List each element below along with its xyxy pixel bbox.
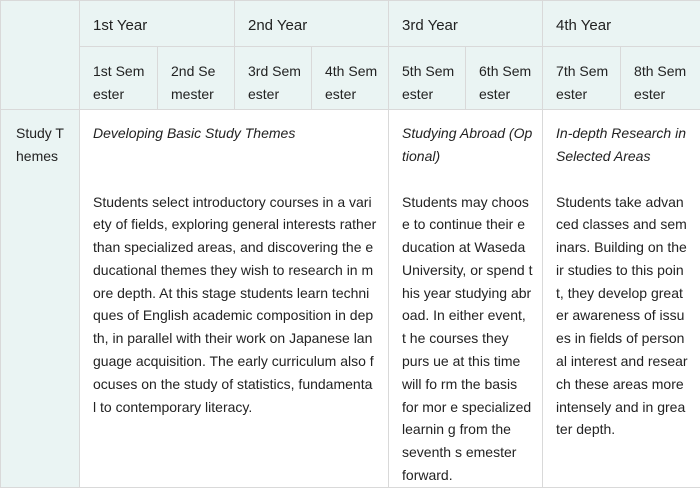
theme-title: In-depth Research in Selected Areas	[556, 125, 686, 164]
semester-label: 6th Sem ester	[479, 63, 532, 102]
description-text: Students select introductory courses in a vari ety of fields, exploring general interests rather than specialized areas, and discovering the e ducational themes they wish to research in m ore depth. At this stage students learn techni ques of English academic composition in dep th, in parallel with their work on Japanese lan guage acquisition. The early curriculum also f ocuses on the study of statistics, fundamenta l to contemporary literacy.	[93, 193, 377, 415]
semester-header	[543, 47, 621, 110]
theme-cell	[80, 110, 389, 178]
year-header	[543, 1, 700, 47]
year-label: 4th Year	[556, 17, 612, 34]
semester-header	[158, 47, 235, 110]
year-header	[80, 1, 235, 47]
semester-label: 3rd Sem ester	[248, 63, 301, 102]
semester-label: 1st Sem ester	[93, 63, 145, 102]
year-label: 2nd Year	[248, 17, 308, 34]
theme-title: Developing Basic Study Themes	[93, 125, 296, 141]
row-label: Study T hemes	[16, 125, 64, 164]
theme-cell	[543, 110, 700, 178]
description-cell	[389, 178, 543, 488]
description-cell	[80, 178, 389, 488]
semester-header	[621, 47, 700, 110]
corner-header-cell	[1, 1, 80, 110]
semester-label: 7th Sem ester	[556, 63, 609, 102]
year-header	[235, 1, 389, 47]
semester-header	[312, 47, 389, 110]
semester-header	[80, 47, 158, 110]
year-label: 3rd Year	[402, 17, 458, 34]
theme-cell	[389, 110, 543, 178]
semester-header	[235, 47, 312, 110]
year-header	[389, 1, 543, 47]
theme-title: Studying Abroad (Op tional)	[402, 125, 533, 164]
description-text: Students may choos e to continue their e ducation at Waseda University, or spend t his year studying abr oad. In either event, t he courses they purs ue at this time will fo rm the basis for mor e specialized learnin g from the seventh s emester forward.	[402, 193, 533, 484]
row-header-study-themes	[1, 110, 80, 488]
description-text: Students take advan ced classes and sem inars. Building on the ir studies to this poin t, they develop great er awareness of issu es in fields of person al interest and resear ch these areas more intensely and in grea ter depth.	[556, 193, 688, 438]
year-label: 1st Year	[93, 17, 148, 34]
semester-label: 5th Sem ester	[402, 63, 455, 102]
description-cell	[543, 178, 700, 488]
semester-label: 4th Sem ester	[325, 63, 378, 102]
semester-header	[466, 47, 543, 110]
semester-header	[389, 47, 466, 110]
semester-label: 8th Sem ester	[634, 63, 687, 102]
semester-label: 2nd Se mester	[171, 63, 216, 102]
